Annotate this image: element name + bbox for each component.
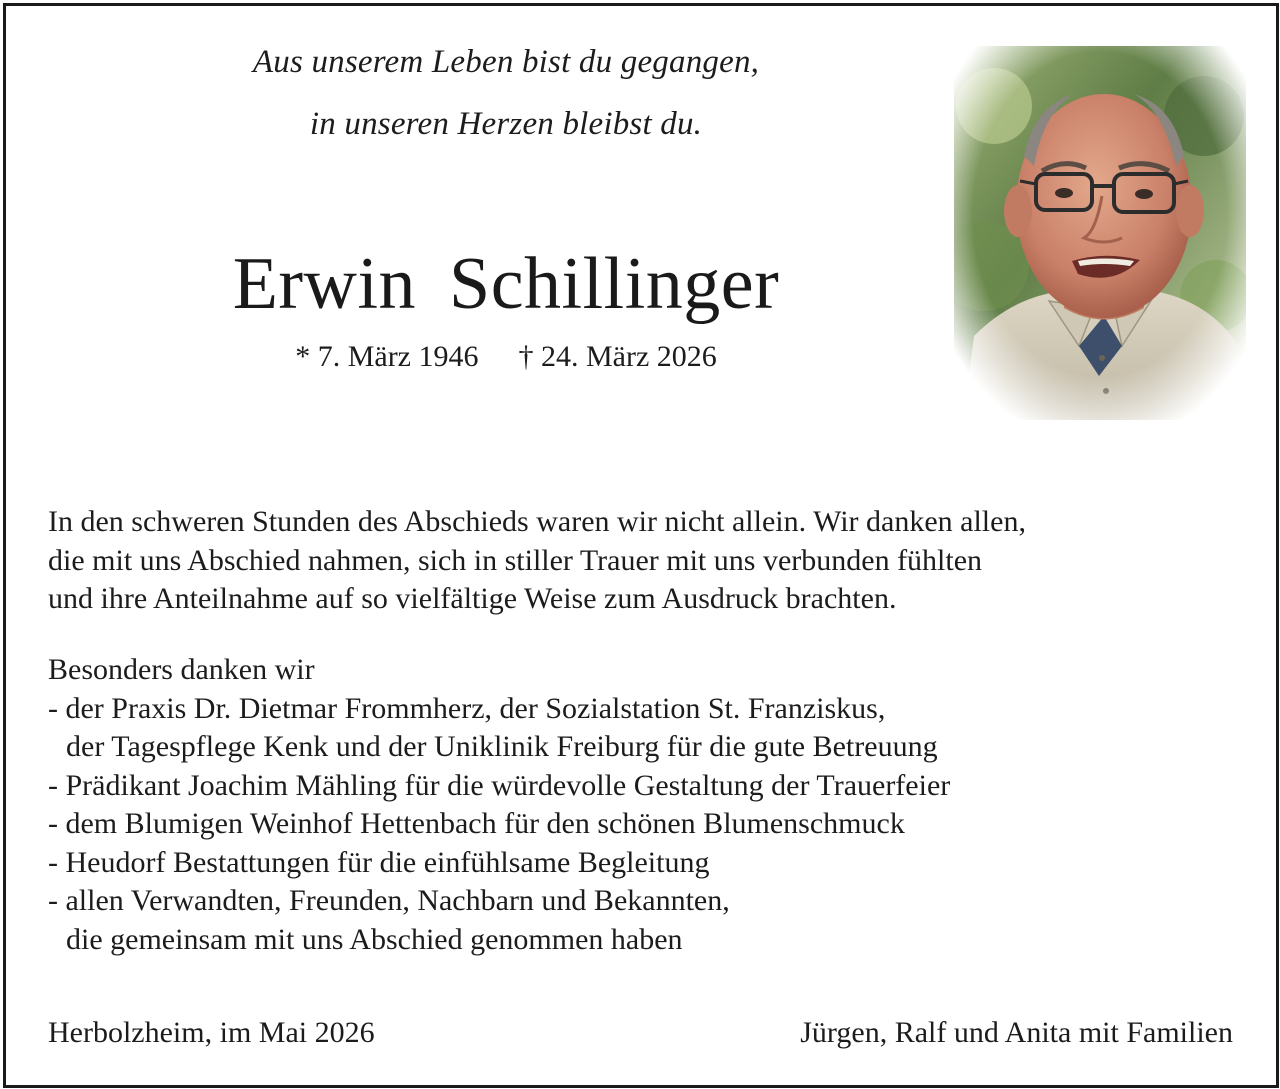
thanks-intro-line: In den schweren Stunden des Abschieds waren wir nicht allein. Wir danken allen, (48, 505, 1026, 538)
special-thanks (48, 651, 950, 959)
thanks-intro (48, 503, 1026, 619)
special-thanks-line: - dem Blumigen Weinhof Hettenbach für den schönen Blumenschmuck (48, 807, 905, 840)
life-dates (6, 340, 1006, 374)
thanks-intro-line: die mit uns Abschied nahmen, sich in stiller Trauer mit uns verbunden fühlten (48, 543, 983, 577)
special-thanks-heading: Besonders danken wir (48, 653, 315, 686)
motto-line-2: in unseren Herzen bleibst du. (309, 106, 703, 142)
birth-date: * 7. März 1946 (295, 340, 479, 373)
special-thanks-line: die gemeinsam mit uns Abschied genommen haben (66, 922, 683, 956)
deceased-name: Erwin Schillinger (232, 243, 780, 325)
place-and-date: Herbolzheim, im Mai 2026 (48, 1016, 375, 1049)
portrait-photo (954, 46, 1246, 420)
special-thanks-line: - Heudorf Bestattungen für die einfühlsame Begleitung (48, 845, 710, 879)
special-thanks-line: - Prädikant Joachim Mähling für die würdevolle Gestaltung der Trauerfeier (48, 768, 951, 802)
death-date: † 24. März 2026 (518, 340, 717, 373)
special-thanks-line: - allen Verwandten, Freunden, Nachbarn und Bekannten, (48, 884, 730, 917)
special-thanks-line: - der Praxis Dr. Dietmar Frommherz, der Sozialstation St. Franziskus, (48, 691, 886, 725)
signatories: Jürgen, Ralf und Anita mit Familien (800, 1016, 1233, 1049)
thanks-intro-line: und ihre Anteilnahme auf so vielfältige Weise zum Ausdruck brachten. (48, 582, 897, 615)
obituary-notice (3, 3, 1279, 1088)
motto-line-1: Aus unserem Leben bist du gegangen, (252, 44, 760, 80)
special-thanks-line: der Tagespflege Kenk und der Uniklinik Freiburg für die gute Betreuung (66, 730, 938, 763)
